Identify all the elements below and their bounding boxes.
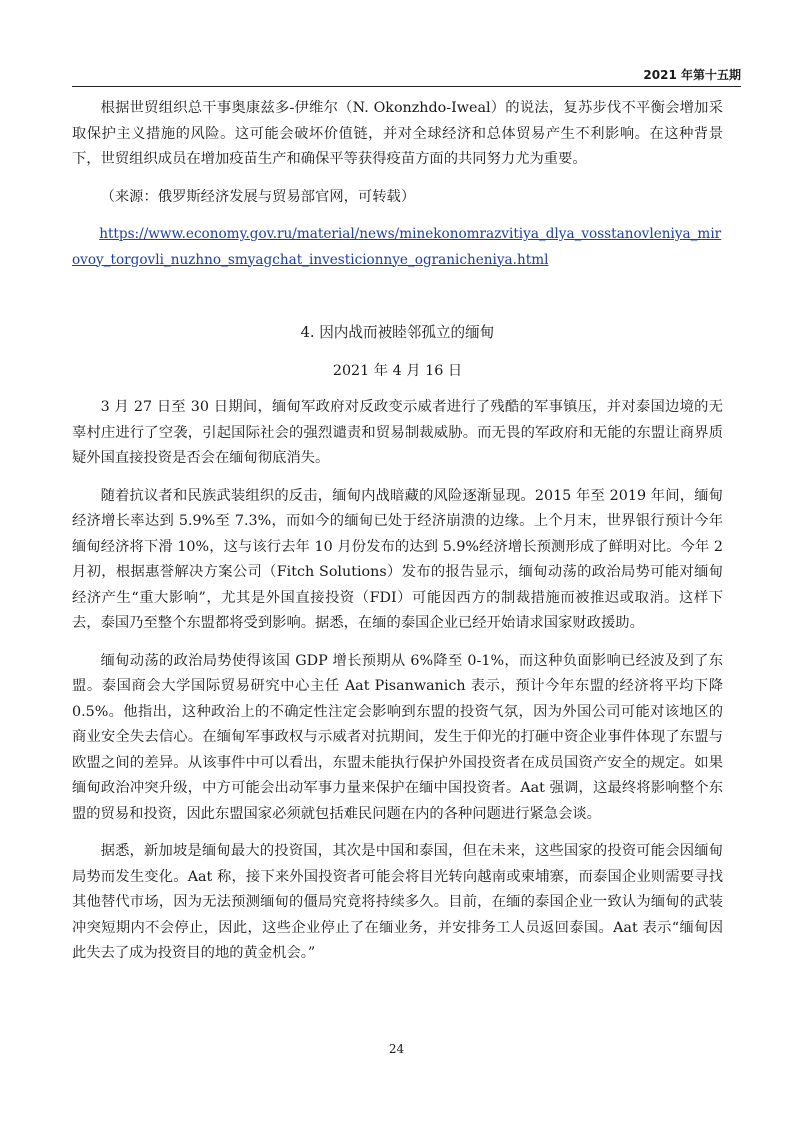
page-content — [72, 96, 723, 967]
article-paragraph: 3 月 27 日至 30 日期间，缅甸军政府对反政变示威者进行了残酷的军事镇压，并对泰国边境的无辜村庄进行了空袭，引起国际社会的强烈谴责和贸易制裁威胁。而无畏的军政府和无能的东盟让商界质疑外国直接投资是否会在缅甸彻底消失。 — [72, 399, 723, 466]
journal-issue-header: 2021 年第十五期 — [643, 68, 741, 82]
previous-article-paragraph: 根据世贸组织总干事奥康兹多-伊维尔（N. Okonzhdo-Iweal）的说法，复苏步伐不平衡会增加采取保护主义措施的风险。这可能会破坏价值链，并对全球经济和总体贸易产生不利影响。在这种背景下，世贸组织成员在增加疫苗生产和确保平等获得疫苗方面的共同努力尤为重要。 — [72, 100, 723, 167]
article-paragraph: 随着抗议者和民族武装组织的反击，缅甸内战暗藏的风险逐渐显现。2015 年至 2019 年间，缅甸经济增长率达到 5.9%至 7.3%，而如今的缅甸已处于经济崩溃的边缘。上个月末，世界银行预计今年缅甸经济将下滑 10%，这与该行去年 10 月份发布的达到 5.9%经济增长预测形成了鲜明对比。今年 2 月初，根据惠誉解决方案公司（Fitch Solutions）发布的报告显示，缅甸动荡的政治局势可能对缅甸经济产生“重大影响”，尤其是外国直接投资（FDI）可能因西方的制裁措施而被推迟或取消。这样下去，泰国乃至整个东盟都将受到影响。据悉，在缅的泰国企业已经开始请求国家财政援助。 — [72, 487, 723, 631]
source-note: （来源：俄罗斯经济发展与贸易部官网，可转载） — [100, 188, 416, 205]
article-paragraph: 缅甸动荡的政治局势使得该国 GDP 增长预期从 6%降至 0-1%，而这种负面影响已经波及到了东盟。泰国商会大学国际贸易研究中心主任 Aat Pisanwanich 表示，预计今年东盟的经济将平均下降 0.5%。他指出，这种政治上的不确定性注定会影响到东盟的投资气氛，因为外国公司可能对该地区的商业安全失去信心。在缅甸军事政权与示威者对抗期间，发生于仰光的打砸中资企业事件体现了东盟与欧盟之间的差异。从该事件中可以看出，东盟未能执行保护外国投资者在成员国资产安全的规定。如果缅甸政治冲突升级，中方可能会出动军事力量来保护在缅中国投资者。Aat 强调，这最终将影响整个东盟的贸易和投资，因此东盟国家必须就包括难民问题在内的各种问题进行紧急会谈。 — [72, 652, 723, 822]
page-number: 24 — [388, 1042, 405, 1056]
source-link[interactable]: https://www.economy.gov.ru/material/news/minekonomrazvitiya_dlya_vosstanovleniya_mirovoy_torgovli_nuzhno_smyagchat_investicionnye_ogranicheniya.html — [72, 226, 722, 268]
article-title: 4. 因内战而被睦邻孤立的缅甸 — [300, 324, 495, 341]
article-date: 2021 年 4 月 16 日 — [332, 363, 463, 379]
article-paragraph: 据悉，新加坡是缅甸最大的投资国，其次是中国和泰国，但在未来，这些国家的投资可能会因缅甸局势而发生变化。Aat 称，接下来外国投资者可能会将目光转向越南或柬埔寨，而泰国企业则需要寻找其他替代市场，因为无法预测缅甸的僵局究竟将持续多久。目前，在缅的泰国企业一致认为缅甸的武装冲突短期内不会停止，因此，这些企业停止了在缅业务，并安排务工人员返回泰国。Aat 表示“缅甸因此失去了成为投资目的地的黄金机会。” — [72, 843, 723, 961]
header-rule — [72, 86, 741, 87]
